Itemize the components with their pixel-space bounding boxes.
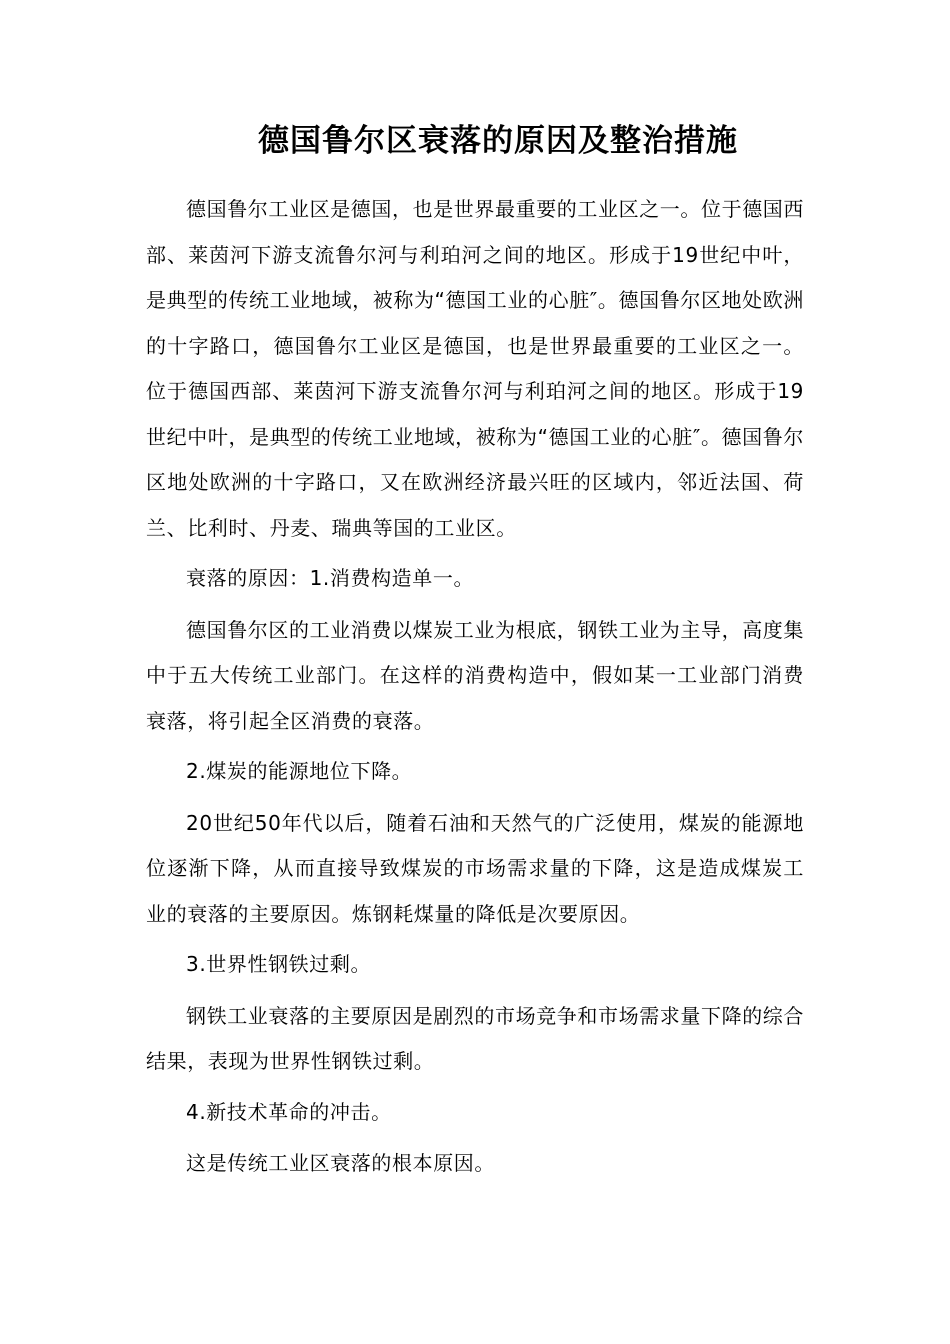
paragraph-reason-1-heading: 衰落的原因：1.消费构造单一。	[186, 566, 475, 590]
paragraph-reason-4-heading: 4.新技术革命的冲击。	[186, 1099, 392, 1124]
paragraph-intro: 德国鲁尔工业区是德国，也是世界最重要的工业区之一。位于德国西部、莱茵河下游支流鲁尔河与利珀河之间的地区。形成于19世纪中叶，是典型的传统工业地域，被称为“德国工业的心脏″。德国鲁尔区地处欧洲的十字路口，德国鲁尔工业区是德国，也是世界最重要的工业区之一。位于德国西部、莱茵河下游支流鲁尔河与利珀河之间的地区。形成于19世纪中叶，是典型的传统工业地域，被称为“德国工业的心脏″。德国鲁尔区地处欧洲的十字路口，又在欧洲经济最兴旺的区域内，邻近法国、荷兰、比利时、丹麦、瑞典等国的工业区。	[146, 197, 804, 540]
paragraph-reason-1-body: 德国鲁尔区的工业消费以煤炭工业为根底，钢铁工业为主导，高度集中于五大传统工业部门。在这样的消费构造中，假如某一工业部门消费衰落，将引起全区消费的衰落。	[146, 617, 804, 733]
document-title: 德国鲁尔区衰落的原因及整治措施	[258, 123, 738, 159]
paragraph-reason-2-heading: 2.煤炭的能源地位下降。	[186, 759, 413, 783]
paragraph-reason-2-body: 20世纪50年代以后，随着石油和天然气的广泛使用，煤炭的能源地位逐渐下降，从而直接导致煤炭的市场需求量的下降，这是造成煤炭工业的衰落的主要原因。炼钢耗煤量的降低是次要原因。	[146, 810, 804, 926]
paragraph-reason-3-heading: 3.世界性钢铁过剩。	[186, 952, 372, 976]
paragraph-reason-4-body: 这是传统工业区衰落的根本原因。	[186, 1151, 495, 1175]
paragraph-reason-3-body: 钢铁工业衰落的主要原因是剧烈的市场竞争和市场需求量下降的综合结果，表现为世界性钢铁过剩。	[146, 1003, 804, 1073]
